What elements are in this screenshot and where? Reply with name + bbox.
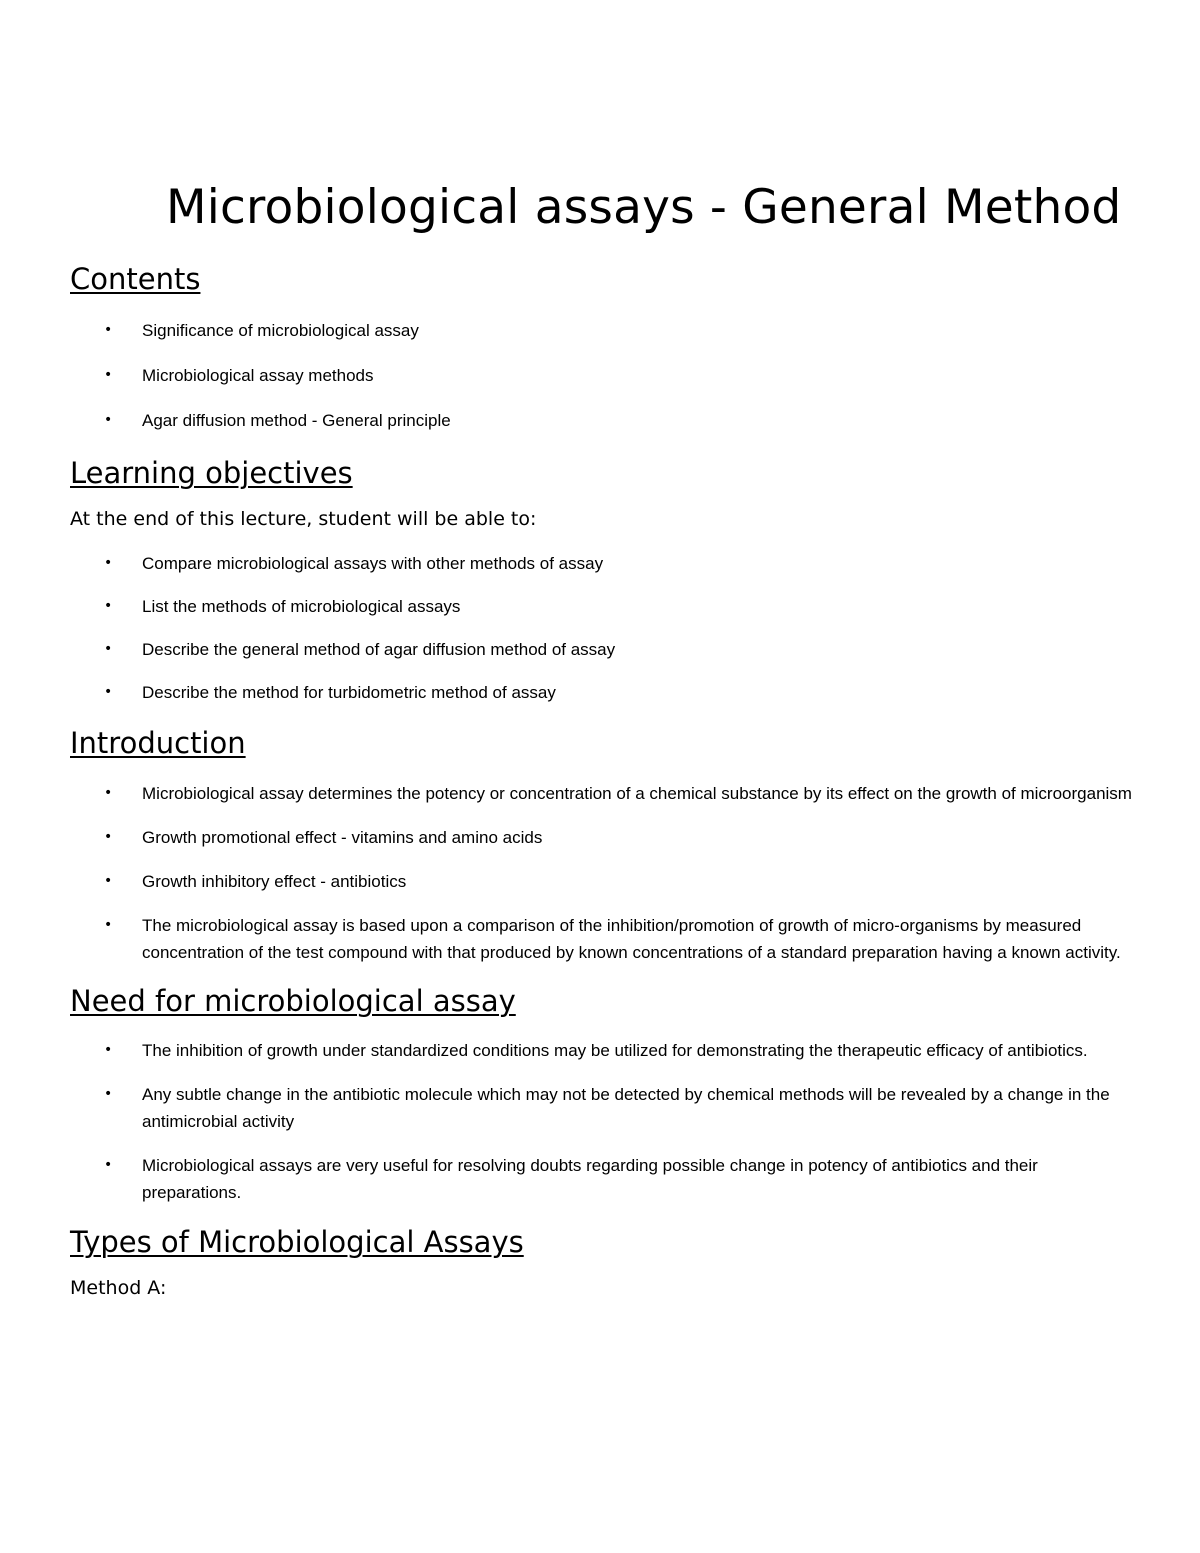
- bullet-icon: •: [104, 917, 113, 933]
- document-body: [70, 260, 1140, 1301]
- list-item: [70, 868, 1140, 895]
- learning-objectives-intro: At the end of this lecture, student will be able to:: [70, 508, 537, 530]
- bullet-icon: •: [104, 829, 113, 845]
- list-item-text: The inhibition of growth under standardized conditions may be utilized for demonstrating the therapeutic efficacy of antibiotics.: [142, 1041, 1088, 1060]
- list-item-text: Growth promotional effect - vitamins and amino acids: [142, 828, 543, 847]
- bullet-icon: •: [104, 873, 113, 889]
- list-item-text: Describe the method for turbidometric method of assay: [142, 683, 556, 702]
- list-item: [70, 1081, 1140, 1135]
- list-item-text: List the methods of microbiological assays: [142, 597, 461, 616]
- list-item-text: Microbiological assay methods: [142, 366, 374, 385]
- list-item-text: Microbiological assays are very useful for resolving doubts regarding possible change in potency of antibiotics and their preparations.: [142, 1156, 1038, 1202]
- list-item: [70, 912, 1140, 966]
- section-heading-need: Need for microbiological assay: [70, 984, 516, 1018]
- list-item-text: Describe the general method of agar diffusion method of assay: [142, 640, 616, 659]
- bullet-icon: •: [104, 785, 113, 801]
- list-item: [70, 550, 1140, 577]
- introduction-list: [70, 780, 1140, 966]
- list-item: [70, 780, 1140, 807]
- section-heading-introduction: Introduction: [70, 726, 246, 760]
- bullet-icon: •: [104, 322, 113, 338]
- bullet-icon: •: [104, 1042, 113, 1058]
- list-item-text: Significance of microbiological assay: [142, 321, 419, 340]
- contents-list: [70, 317, 1140, 434]
- list-item-text: Compare microbiological assays with other methods of assay: [142, 554, 604, 573]
- bullet-icon: •: [104, 367, 113, 383]
- list-item-text: Agar diffusion method - General principle: [142, 411, 451, 430]
- bullet-icon: •: [104, 684, 113, 700]
- bullet-icon: •: [104, 1157, 113, 1173]
- list-item: [70, 1152, 1140, 1206]
- learning-objectives-list: [70, 550, 1140, 706]
- method-a-label: Method A:: [70, 1277, 167, 1299]
- list-item: [70, 636, 1140, 663]
- document-title: Microbiological assays - General Method: [166, 180, 1122, 235]
- bullet-icon: •: [104, 641, 113, 657]
- section-heading-types: Types of Microbiological Assays: [70, 1225, 524, 1259]
- bullet-icon: •: [104, 555, 113, 571]
- list-item: [70, 1037, 1140, 1064]
- list-item: [70, 593, 1140, 620]
- section-heading-learning-objectives: Learning objectives: [70, 456, 353, 490]
- list-item: [70, 317, 1140, 344]
- need-list: [70, 1037, 1140, 1206]
- section-heading-contents: Contents: [70, 262, 201, 296]
- list-item: [70, 824, 1140, 851]
- list-item-text: Growth inhibitory effect - antibiotics: [142, 872, 407, 891]
- list-item: [70, 362, 1140, 389]
- bullet-icon: •: [104, 1086, 113, 1102]
- list-item-text: The microbiological assay is based upon a comparison of the inhibition/promotion of growth of micro-organisms by measured concentration of the test compound with that produced by known concentrations of a standard preparation having a known activity.: [142, 916, 1121, 962]
- bullet-icon: •: [104, 412, 113, 428]
- list-item: [70, 407, 1140, 434]
- list-item-text: Any subtle change in the antibiotic molecule which may not be detected by chemical methods will be revealed by a change in the antimicrobial activity: [142, 1085, 1110, 1131]
- list-item-text: Microbiological assay determines the potency or concentration of a chemical substance by its effect on the growth of microorganism: [142, 784, 1132, 803]
- bullet-icon: •: [104, 598, 113, 614]
- list-item: [70, 679, 1140, 706]
